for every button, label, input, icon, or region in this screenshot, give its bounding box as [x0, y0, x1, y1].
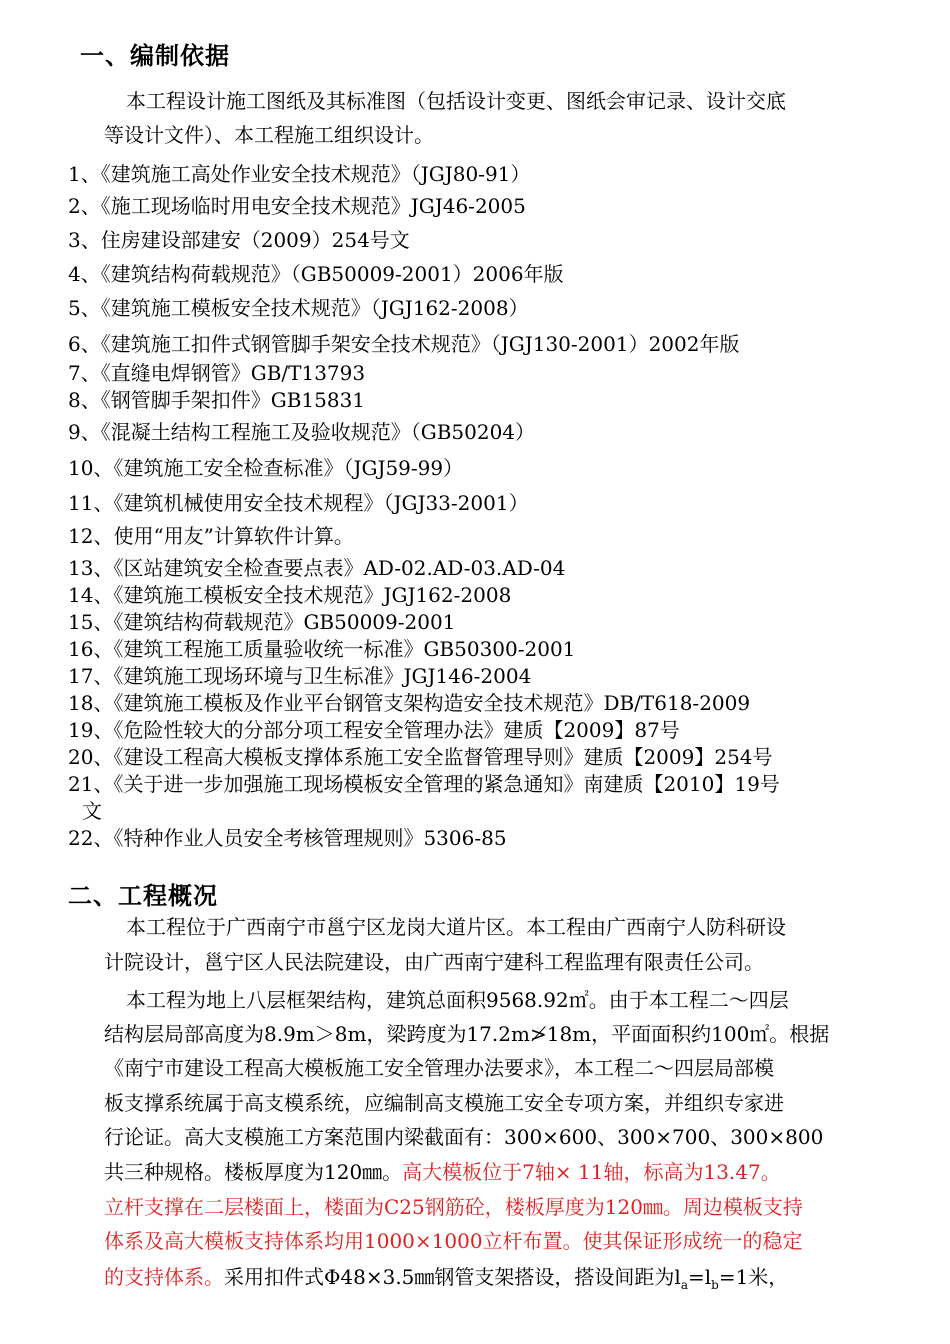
list-item: 1、《建筑施工高处作业安全技术规范》（JGJ80-91） [68, 162, 531, 186]
list-item: 11、《建筑机械使用安全技术规程》（JGJ33-2001） [68, 491, 529, 515]
overview-text: 共三种规格。楼板厚度为120㎜。 [104, 1160, 403, 1184]
list-item: 14、《建筑施工模板安全技术规范》JGJ162-2008 [68, 583, 512, 607]
list-item: 9、《混凝土结构工程施工及验收规范》（GB50204） [68, 420, 536, 444]
overview-p2-line-5: 行论证。高大支模施工方案范围内梁截面有：300×600、300×700、300×800 [104, 1125, 824, 1149]
list-item: 4、《建筑结构荷载规范》（GB50009-2001）2006年版 [68, 262, 564, 286]
overview-text: =1米， [718, 1265, 789, 1289]
list-item: 19、《危险性较大的分部分项工程安全管理办法》建质【2009】87号 [68, 718, 680, 742]
section-heading-overview: 二、工程概况 [68, 882, 218, 910]
subscript-b: b [711, 1278, 719, 1292]
overview-p2-line-8: 体系及高大模板支持体系均用1000×1000立杆布置。使其保证形成统一的稳定 [104, 1229, 803, 1253]
highlighted-text: 的支持体系。 [104, 1265, 224, 1289]
list-item: 2、《施工现场临时用电安全技术规范》JGJ46-2005 [68, 194, 526, 218]
list-item: 13、《区站建筑安全检查要点表》AD-02.AD-03.AD-04 [68, 556, 566, 580]
list-item: 12、使用“用友”计算软件计算。 [68, 524, 354, 548]
overview-p2-line-2: 结构层局部高度为8.9m＞8m，梁跨度为17.2m≯18m，平面面积约100㎡。根据 [104, 1022, 830, 1046]
subscript-a: a [680, 1278, 688, 1292]
overview-p2-line-1: 本工程为地上八层框架结构，建筑总面积9568.92㎡。由于本工程二～四层 [126, 988, 789, 1012]
list-item: 20、《建设工程高大模板支撑体系施工安全监督管理导则》建质【2009】254号 [68, 745, 773, 769]
list-item: 22、《特种作业人员安全考核管理规则》5306-85 [68, 826, 507, 850]
list-item: 17、《建筑施工现场环境与卫生标准》JGJ146-2004 [68, 664, 532, 688]
overview-p2-line-4: 板支撑系统属于高支模系统，应编制高支模施工安全专项方案，并组织专家进 [104, 1091, 784, 1115]
list-item-continuation: 文 [82, 799, 102, 823]
list-item: 15、《建筑结构荷载规范》GB50009-2001 [68, 610, 456, 634]
list-item: 10、《建筑施工安全检查标准》（JGJ59-99） [68, 456, 464, 480]
overview-text: 采用扣件式Φ48×3.5㎜钢管支架搭设，搭设间距为l [224, 1265, 681, 1289]
overview-p1-line-1: 本工程位于广西南宁市邕宁区龙岗大道片区。本工程由广西南宁人防科研设 [126, 915, 786, 939]
list-item: 8、《钢管脚手架扣件》GB15831 [68, 388, 366, 412]
overview-p2-line-6 [104, 1155, 781, 1190]
overview-p2-line-3: 《南宁市建设工程高大模板施工安全管理办法要求》，本工程二～四层局部模 [104, 1056, 774, 1080]
overview-text: =l [687, 1265, 712, 1289]
overview-p2-line-7: 立杆支撑在二层楼面上，楼面为C25钢筋砼，楼板厚度为120㎜。周边模板支持 [104, 1195, 803, 1219]
list-item: 5、《建筑施工模板安全技术规范》（JGJ162-2008） [68, 296, 529, 320]
overview-p1-line-2: 计院设计，邕宁区人民法院建设，由广西南宁建科工程监理有限责任公司。 [104, 950, 764, 974]
list-item: 18、《建筑施工模板及作业平台钢管支架构造安全技术规范》DB/T618-2009 [68, 691, 751, 715]
list-item: 16、《建筑工程施工质量验收统一标准》GB50300-2001 [68, 637, 576, 661]
section-heading-basis: 一、编制依据 [80, 42, 230, 70]
list-item: 21、《关于进一步加强施工现场模板安全管理的紧急通知》南建质【2010】19号 [68, 772, 780, 796]
list-item: 7、《直缝电焊钢管》GB/T13793 [68, 361, 366, 385]
intro-line-1: 本工程设计施工图纸及其标准图（包括设计变更、图纸会审记录、设计交底 [126, 89, 786, 113]
highlighted-text: 高大模板位于7轴× 11轴，标高为13.47。 [402, 1160, 781, 1184]
intro-line-2: 等设计文件）、本工程施工组织设计。 [104, 123, 434, 147]
overview-p2-line-9 [104, 1260, 788, 1303]
list-item: 3、住房建设部建安（2009）254号文 [68, 228, 410, 252]
list-item: 6、《建筑施工扣件式钢管脚手架安全技术规范》（JGJ130-2001）2002年版 [68, 332, 740, 356]
